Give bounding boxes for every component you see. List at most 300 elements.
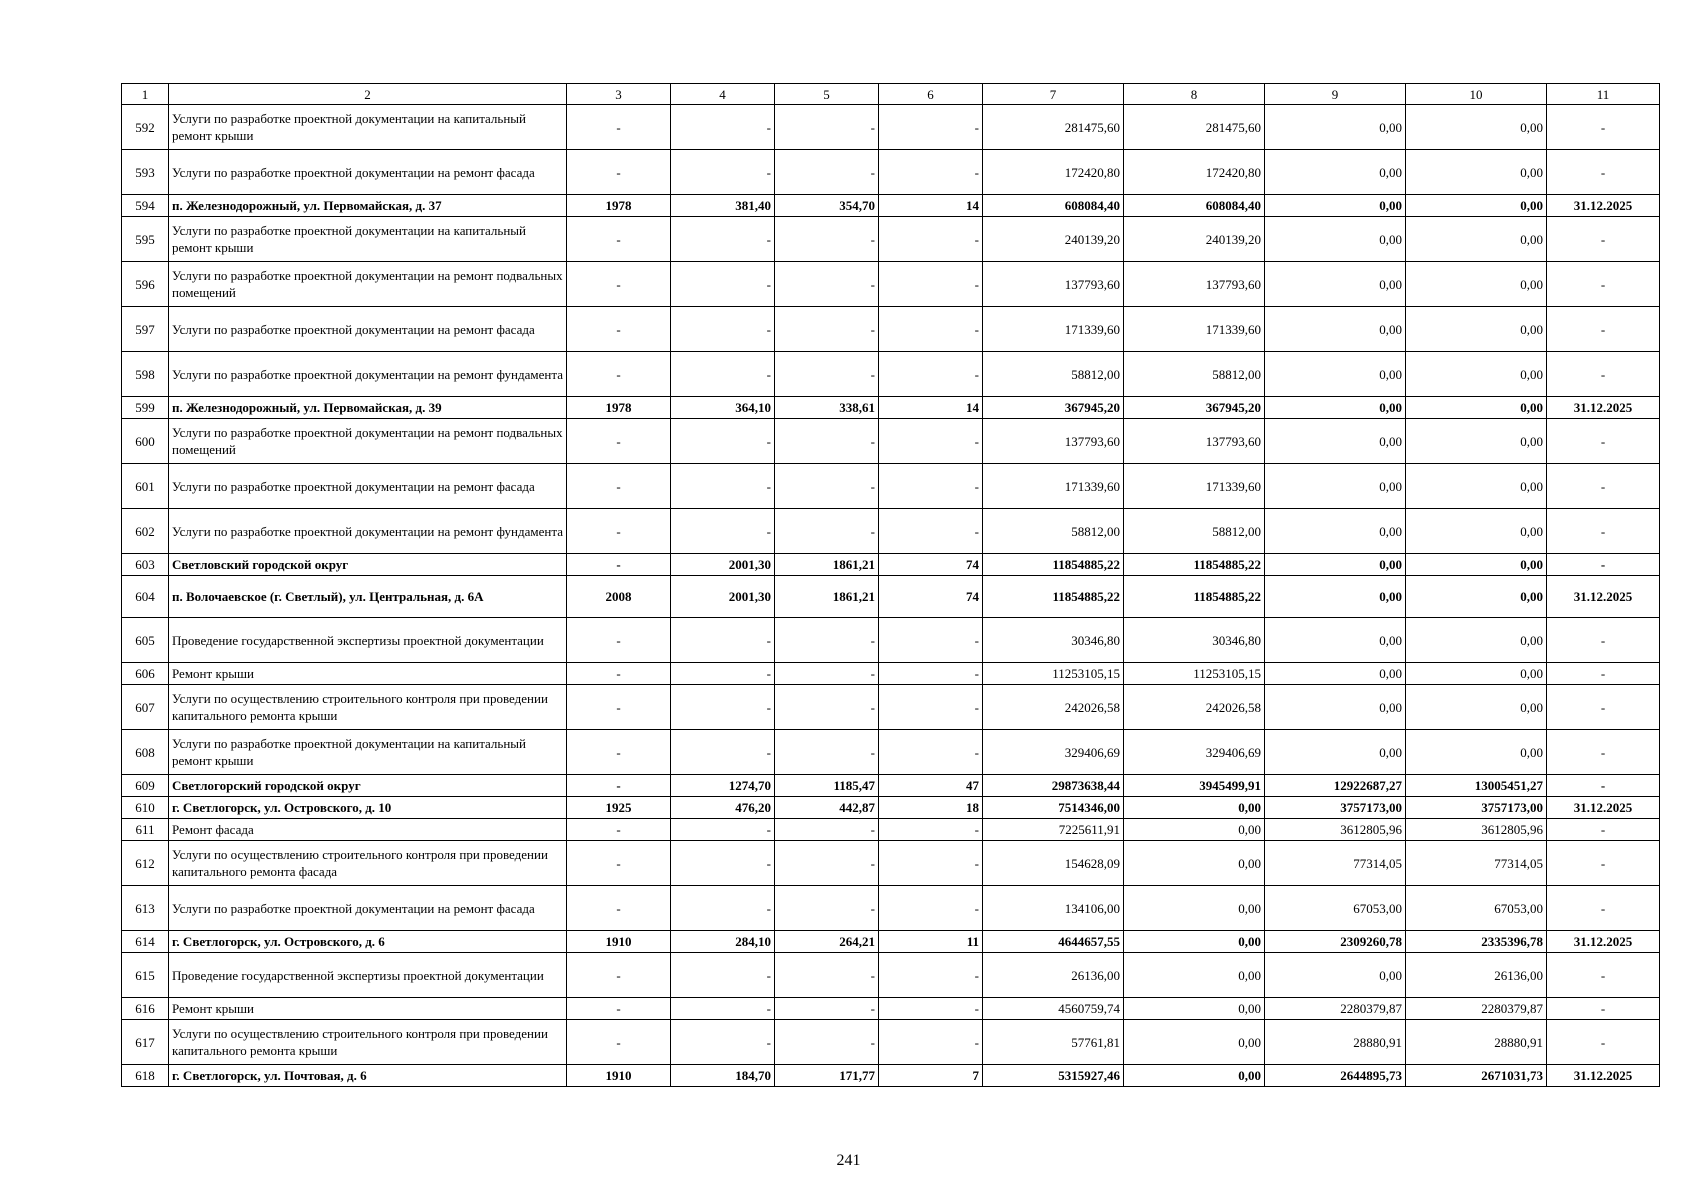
- col6-cell: -: [879, 509, 983, 554]
- col5-cell: 338,61: [775, 397, 879, 419]
- year-cell: -: [567, 886, 671, 931]
- column-number-header: [122, 84, 1660, 105]
- col8-cell: 608084,40: [1124, 195, 1265, 217]
- row-number-cell: 618: [122, 1065, 169, 1087]
- item-name-cell: п. Железнодорожный, ул. Первомайская, д. 37: [169, 195, 567, 217]
- col10-cell: 77314,05: [1406, 841, 1547, 886]
- table-row: [122, 618, 1660, 663]
- col4-cell: 476,20: [671, 797, 775, 819]
- col6-cell: 74: [879, 554, 983, 576]
- table-row: [122, 775, 1660, 797]
- col4-cell: -: [671, 819, 775, 841]
- col9-cell: 0,00: [1265, 217, 1406, 262]
- col5-cell: -: [775, 262, 879, 307]
- col9-cell: 3757173,00: [1265, 797, 1406, 819]
- date-cell: -: [1547, 307, 1660, 352]
- col10-cell: 26136,00: [1406, 953, 1547, 998]
- header-cell: 10: [1406, 84, 1547, 105]
- item-name-cell: г. Светлогорск, ул. Почтовая, д. 6: [169, 1065, 567, 1087]
- year-cell: -: [567, 685, 671, 730]
- year-cell: -: [567, 663, 671, 685]
- col5-cell: 1861,21: [775, 576, 879, 618]
- year-cell: 1910: [567, 931, 671, 953]
- col10-cell: 0,00: [1406, 397, 1547, 419]
- col4-cell: -: [671, 663, 775, 685]
- col7-cell: 137793,60: [983, 419, 1124, 464]
- row-number-cell: 610: [122, 797, 169, 819]
- col8-cell: 0,00: [1124, 931, 1265, 953]
- col8-cell: 171339,60: [1124, 307, 1265, 352]
- table-row: [122, 150, 1660, 195]
- col6-cell: -: [879, 262, 983, 307]
- header-cell: 11: [1547, 84, 1660, 105]
- col7-cell: 172420,80: [983, 150, 1124, 195]
- col7-cell: 240139,20: [983, 217, 1124, 262]
- year-cell: -: [567, 352, 671, 397]
- col9-cell: 0,00: [1265, 953, 1406, 998]
- row-number-cell: 603: [122, 554, 169, 576]
- item-name-cell: Ремонт крыши: [169, 663, 567, 685]
- col4-cell: -: [671, 730, 775, 775]
- col8-cell: 171339,60: [1124, 464, 1265, 509]
- col5-cell: 264,21: [775, 931, 879, 953]
- row-number-cell: 617: [122, 1020, 169, 1065]
- col7-cell: 5315927,46: [983, 1065, 1124, 1087]
- year-cell: -: [567, 998, 671, 1020]
- col7-cell: 134106,00: [983, 886, 1124, 931]
- year-cell: 2008: [567, 576, 671, 618]
- col4-cell: 184,70: [671, 1065, 775, 1087]
- col9-cell: 0,00: [1265, 397, 1406, 419]
- col8-cell: 11854885,22: [1124, 576, 1265, 618]
- col7-cell: 7514346,00: [983, 797, 1124, 819]
- row-number-cell: 614: [122, 931, 169, 953]
- col10-cell: 0,00: [1406, 618, 1547, 663]
- table-row: [122, 217, 1660, 262]
- table-row: [122, 554, 1660, 576]
- table-row: [122, 307, 1660, 352]
- col4-cell: -: [671, 841, 775, 886]
- row-number-cell: 606: [122, 663, 169, 685]
- col10-cell: 67053,00: [1406, 886, 1547, 931]
- col9-cell: 2644895,73: [1265, 1065, 1406, 1087]
- date-cell: -: [1547, 262, 1660, 307]
- date-cell: -: [1547, 419, 1660, 464]
- col8-cell: 0,00: [1124, 886, 1265, 931]
- table-row: [122, 105, 1660, 150]
- col5-cell: -: [775, 150, 879, 195]
- year-cell: -: [567, 509, 671, 554]
- col7-cell: 329406,69: [983, 730, 1124, 775]
- item-name-cell: г. Светлогорск, ул. Островского, д. 6: [169, 931, 567, 953]
- col10-cell: 0,00: [1406, 730, 1547, 775]
- header-cell: 1: [122, 84, 169, 105]
- col4-cell: 381,40: [671, 195, 775, 217]
- col10-cell: 0,00: [1406, 105, 1547, 150]
- col5-cell: -: [775, 464, 879, 509]
- date-cell: -: [1547, 150, 1660, 195]
- item-name-cell: Проведение государственной экспертизы проектной документации: [169, 953, 567, 998]
- table-row: [122, 195, 1660, 217]
- col9-cell: 0,00: [1265, 262, 1406, 307]
- col9-cell: 0,00: [1265, 730, 1406, 775]
- col4-cell: 2001,30: [671, 554, 775, 576]
- col7-cell: 4560759,74: [983, 998, 1124, 1020]
- header-cell: 7: [983, 84, 1124, 105]
- col10-cell: 0,00: [1406, 150, 1547, 195]
- col7-cell: 58812,00: [983, 509, 1124, 554]
- row-number-cell: 593: [122, 150, 169, 195]
- header-cell: 4: [671, 84, 775, 105]
- row-number-cell: 602: [122, 509, 169, 554]
- item-name-cell: Услуги по разработке проектной документации на ремонт фасада: [169, 464, 567, 509]
- col9-cell: 12922687,27: [1265, 775, 1406, 797]
- col5-cell: -: [775, 730, 879, 775]
- col10-cell: 0,00: [1406, 217, 1547, 262]
- col5-cell: -: [775, 618, 879, 663]
- date-cell: -: [1547, 841, 1660, 886]
- col5-cell: -: [775, 841, 879, 886]
- year-cell: -: [567, 1020, 671, 1065]
- col5-cell: -: [775, 217, 879, 262]
- item-name-cell: Услуги по разработке проектной документации на ремонт подвальных помещений: [169, 262, 567, 307]
- col9-cell: 0,00: [1265, 195, 1406, 217]
- col10-cell: 0,00: [1406, 509, 1547, 554]
- item-name-cell: Услуги по разработке проектной документации на капитальный ремонт крыши: [169, 105, 567, 150]
- table-row: [122, 953, 1660, 998]
- col7-cell: 58812,00: [983, 352, 1124, 397]
- col6-cell: -: [879, 352, 983, 397]
- col4-cell: -: [671, 105, 775, 150]
- year-cell: 1925: [567, 797, 671, 819]
- row-number-cell: 607: [122, 685, 169, 730]
- col7-cell: 29873638,44: [983, 775, 1124, 797]
- table-row: [122, 262, 1660, 307]
- col4-cell: -: [671, 150, 775, 195]
- col5-cell: 171,77: [775, 1065, 879, 1087]
- col4-cell: -: [671, 217, 775, 262]
- header-cell: 2: [169, 84, 567, 105]
- col5-cell: -: [775, 998, 879, 1020]
- col6-cell: -: [879, 819, 983, 841]
- program-table: [121, 83, 1660, 1087]
- year-cell: -: [567, 841, 671, 886]
- date-cell: -: [1547, 685, 1660, 730]
- col10-cell: 0,00: [1406, 307, 1547, 352]
- col8-cell: 240139,20: [1124, 217, 1265, 262]
- col6-cell: 14: [879, 397, 983, 419]
- year-cell: -: [567, 419, 671, 464]
- col8-cell: 58812,00: [1124, 352, 1265, 397]
- date-cell: -: [1547, 886, 1660, 931]
- item-name-cell: Услуги по разработке проектной документации на ремонт фасада: [169, 307, 567, 352]
- table-row: [122, 931, 1660, 953]
- table-row: [122, 730, 1660, 775]
- row-number-cell: 611: [122, 819, 169, 841]
- date-cell: 31.12.2025: [1547, 195, 1660, 217]
- col6-cell: 11: [879, 931, 983, 953]
- table-row: [122, 841, 1660, 886]
- col4-cell: -: [671, 1020, 775, 1065]
- date-cell: -: [1547, 663, 1660, 685]
- col10-cell: 13005451,27: [1406, 775, 1547, 797]
- col7-cell: 171339,60: [983, 464, 1124, 509]
- col10-cell: 2335396,78: [1406, 931, 1547, 953]
- col6-cell: -: [879, 886, 983, 931]
- col9-cell: 0,00: [1265, 352, 1406, 397]
- table-row: [122, 663, 1660, 685]
- col8-cell: 172420,80: [1124, 150, 1265, 195]
- year-cell: 1910: [567, 1065, 671, 1087]
- col8-cell: 0,00: [1124, 998, 1265, 1020]
- row-number-cell: 595: [122, 217, 169, 262]
- col9-cell: 0,00: [1265, 419, 1406, 464]
- row-number-cell: 616: [122, 998, 169, 1020]
- header-cell: 8: [1124, 84, 1265, 105]
- date-cell: -: [1547, 618, 1660, 663]
- item-name-cell: п. Железнодорожный, ул. Первомайская, д. 39: [169, 397, 567, 419]
- col9-cell: 2280379,87: [1265, 998, 1406, 1020]
- table-row: [122, 1020, 1660, 1065]
- col6-cell: -: [879, 998, 983, 1020]
- col4-cell: -: [671, 509, 775, 554]
- col9-cell: 0,00: [1265, 307, 1406, 352]
- col10-cell: 3757173,00: [1406, 797, 1547, 819]
- table-row: [122, 397, 1660, 419]
- col8-cell: 0,00: [1124, 797, 1265, 819]
- col7-cell: 11253105,15: [983, 663, 1124, 685]
- item-name-cell: Услуги по осуществлению строительного контроля при проведении капитального ремонта крыши: [169, 1020, 567, 1065]
- date-cell: 31.12.2025: [1547, 797, 1660, 819]
- item-name-cell: п. Волочаевское (г. Светлый), ул. Центральная, д. 6А: [169, 576, 567, 618]
- col6-cell: 18: [879, 797, 983, 819]
- col10-cell: 28880,91: [1406, 1020, 1547, 1065]
- row-number-cell: 599: [122, 397, 169, 419]
- date-cell: -: [1547, 730, 1660, 775]
- col4-cell: -: [671, 685, 775, 730]
- date-cell: 31.12.2025: [1547, 1065, 1660, 1087]
- row-number-cell: 598: [122, 352, 169, 397]
- col9-cell: 0,00: [1265, 663, 1406, 685]
- col10-cell: 0,00: [1406, 663, 1547, 685]
- item-name-cell: Услуги по осуществлению строительного контроля при проведении капитального ремонта фасада: [169, 841, 567, 886]
- col8-cell: 11253105,15: [1124, 663, 1265, 685]
- table-row: [122, 685, 1660, 730]
- col5-cell: -: [775, 886, 879, 931]
- table-row: [122, 464, 1660, 509]
- header-cell: 5: [775, 84, 879, 105]
- col8-cell: 0,00: [1124, 819, 1265, 841]
- col9-cell: 2309260,78: [1265, 931, 1406, 953]
- col10-cell: 0,00: [1406, 685, 1547, 730]
- col5-cell: -: [775, 1020, 879, 1065]
- col5-cell: -: [775, 509, 879, 554]
- col7-cell: 171339,60: [983, 307, 1124, 352]
- col5-cell: 1861,21: [775, 554, 879, 576]
- col8-cell: 367945,20: [1124, 397, 1265, 419]
- col10-cell: 0,00: [1406, 195, 1547, 217]
- year-cell: -: [567, 554, 671, 576]
- date-cell: -: [1547, 1020, 1660, 1065]
- col5-cell: -: [775, 685, 879, 730]
- col9-cell: 3612805,96: [1265, 819, 1406, 841]
- col9-cell: 0,00: [1265, 150, 1406, 195]
- table-row: [122, 797, 1660, 819]
- col7-cell: 242026,58: [983, 685, 1124, 730]
- col9-cell: 77314,05: [1265, 841, 1406, 886]
- col6-cell: -: [879, 685, 983, 730]
- col6-cell: -: [879, 953, 983, 998]
- date-cell: -: [1547, 953, 1660, 998]
- col7-cell: 11854885,22: [983, 554, 1124, 576]
- col8-cell: 30346,80: [1124, 618, 1265, 663]
- year-cell: -: [567, 217, 671, 262]
- col8-cell: 11854885,22: [1124, 554, 1265, 576]
- col7-cell: 7225611,91: [983, 819, 1124, 841]
- col7-cell: 57761,81: [983, 1020, 1124, 1065]
- date-cell: -: [1547, 352, 1660, 397]
- date-cell: 31.12.2025: [1547, 931, 1660, 953]
- col7-cell: 26136,00: [983, 953, 1124, 998]
- header-cell: 6: [879, 84, 983, 105]
- col10-cell: 0,00: [1406, 262, 1547, 307]
- col7-cell: 11854885,22: [983, 576, 1124, 618]
- col10-cell: 0,00: [1406, 554, 1547, 576]
- row-number-cell: 601: [122, 464, 169, 509]
- year-cell: -: [567, 150, 671, 195]
- item-name-cell: Услуги по осуществлению строительного контроля при проведении капитального ремонта крыши: [169, 685, 567, 730]
- col8-cell: 58812,00: [1124, 509, 1265, 554]
- row-number-cell: 605: [122, 618, 169, 663]
- col8-cell: 137793,60: [1124, 262, 1265, 307]
- table-row: [122, 819, 1660, 841]
- table-row: [122, 998, 1660, 1020]
- year-cell: -: [567, 262, 671, 307]
- table-row: [122, 1065, 1660, 1087]
- col7-cell: 30346,80: [983, 618, 1124, 663]
- row-number-cell: 597: [122, 307, 169, 352]
- date-cell: -: [1547, 105, 1660, 150]
- item-name-cell: Ремонт фасада: [169, 819, 567, 841]
- col7-cell: 154628,09: [983, 841, 1124, 886]
- date-cell: -: [1547, 464, 1660, 509]
- col5-cell: -: [775, 419, 879, 464]
- col4-cell: -: [671, 953, 775, 998]
- col10-cell: 2671031,73: [1406, 1065, 1547, 1087]
- col4-cell: 364,10: [671, 397, 775, 419]
- col4-cell: -: [671, 307, 775, 352]
- col5-cell: -: [775, 663, 879, 685]
- col7-cell: 281475,60: [983, 105, 1124, 150]
- year-cell: -: [567, 730, 671, 775]
- col10-cell: 0,00: [1406, 464, 1547, 509]
- row-number-cell: 596: [122, 262, 169, 307]
- row-number-cell: 608: [122, 730, 169, 775]
- col4-cell: -: [671, 464, 775, 509]
- table-row: [122, 352, 1660, 397]
- item-name-cell: Услуги по разработке проектной документации на капитальный ремонт крыши: [169, 730, 567, 775]
- item-name-cell: Услуги по разработке проектной документации на ремонт подвальных помещений: [169, 419, 567, 464]
- table-row: [122, 886, 1660, 931]
- col6-cell: -: [879, 730, 983, 775]
- item-name-cell: Услуги по разработке проектной документации на капитальный ремонт крыши: [169, 217, 567, 262]
- table-row: [122, 419, 1660, 464]
- col4-cell: -: [671, 618, 775, 663]
- col8-cell: 0,00: [1124, 953, 1265, 998]
- col4-cell: 1274,70: [671, 775, 775, 797]
- col8-cell: 0,00: [1124, 841, 1265, 886]
- date-cell: -: [1547, 217, 1660, 262]
- year-cell: -: [567, 105, 671, 150]
- col9-cell: 0,00: [1265, 509, 1406, 554]
- year-cell: -: [567, 464, 671, 509]
- col9-cell: 0,00: [1265, 464, 1406, 509]
- col6-cell: 74: [879, 576, 983, 618]
- date-cell: -: [1547, 554, 1660, 576]
- col4-cell: 2001,30: [671, 576, 775, 618]
- col4-cell: -: [671, 998, 775, 1020]
- date-cell: 31.12.2025: [1547, 397, 1660, 419]
- date-cell: -: [1547, 998, 1660, 1020]
- year-cell: -: [567, 307, 671, 352]
- item-name-cell: Светловский городской округ: [169, 554, 567, 576]
- row-number-cell: 612: [122, 841, 169, 886]
- date-cell: 31.12.2025: [1547, 576, 1660, 618]
- col5-cell: -: [775, 953, 879, 998]
- col10-cell: 0,00: [1406, 352, 1547, 397]
- col4-cell: -: [671, 419, 775, 464]
- col9-cell: 0,00: [1265, 554, 1406, 576]
- row-number-cell: 594: [122, 195, 169, 217]
- year-cell: 1978: [567, 195, 671, 217]
- year-cell: -: [567, 775, 671, 797]
- col8-cell: 137793,60: [1124, 419, 1265, 464]
- col10-cell: 3612805,96: [1406, 819, 1547, 841]
- col8-cell: 329406,69: [1124, 730, 1265, 775]
- row-number-cell: 615: [122, 953, 169, 998]
- item-name-cell: Услуги по разработке проектной документации на ремонт фундамента: [169, 352, 567, 397]
- item-name-cell: Услуги по разработке проектной документации на ремонт фундамента: [169, 509, 567, 554]
- col9-cell: 67053,00: [1265, 886, 1406, 931]
- col9-cell: 28880,91: [1265, 1020, 1406, 1065]
- col6-cell: -: [879, 618, 983, 663]
- col5-cell: -: [775, 105, 879, 150]
- col7-cell: 4644657,55: [983, 931, 1124, 953]
- item-name-cell: Услуги по разработке проектной документации на ремонт фасада: [169, 150, 567, 195]
- year-cell: -: [567, 953, 671, 998]
- col5-cell: -: [775, 307, 879, 352]
- col4-cell: -: [671, 262, 775, 307]
- row-number-cell: 609: [122, 775, 169, 797]
- col8-cell: 0,00: [1124, 1020, 1265, 1065]
- col5-cell: 442,87: [775, 797, 879, 819]
- col6-cell: -: [879, 307, 983, 352]
- col8-cell: 3945499,91: [1124, 775, 1265, 797]
- year-cell: -: [567, 618, 671, 663]
- col5-cell: -: [775, 352, 879, 397]
- col8-cell: 242026,58: [1124, 685, 1265, 730]
- item-name-cell: Светлогорский городской округ: [169, 775, 567, 797]
- col5-cell: 354,70: [775, 195, 879, 217]
- col6-cell: -: [879, 663, 983, 685]
- row-number-cell: 604: [122, 576, 169, 618]
- col6-cell: -: [879, 841, 983, 886]
- col5-cell: -: [775, 819, 879, 841]
- col6-cell: 14: [879, 195, 983, 217]
- col9-cell: 0,00: [1265, 618, 1406, 663]
- row-number-cell: 613: [122, 886, 169, 931]
- col6-cell: -: [879, 419, 983, 464]
